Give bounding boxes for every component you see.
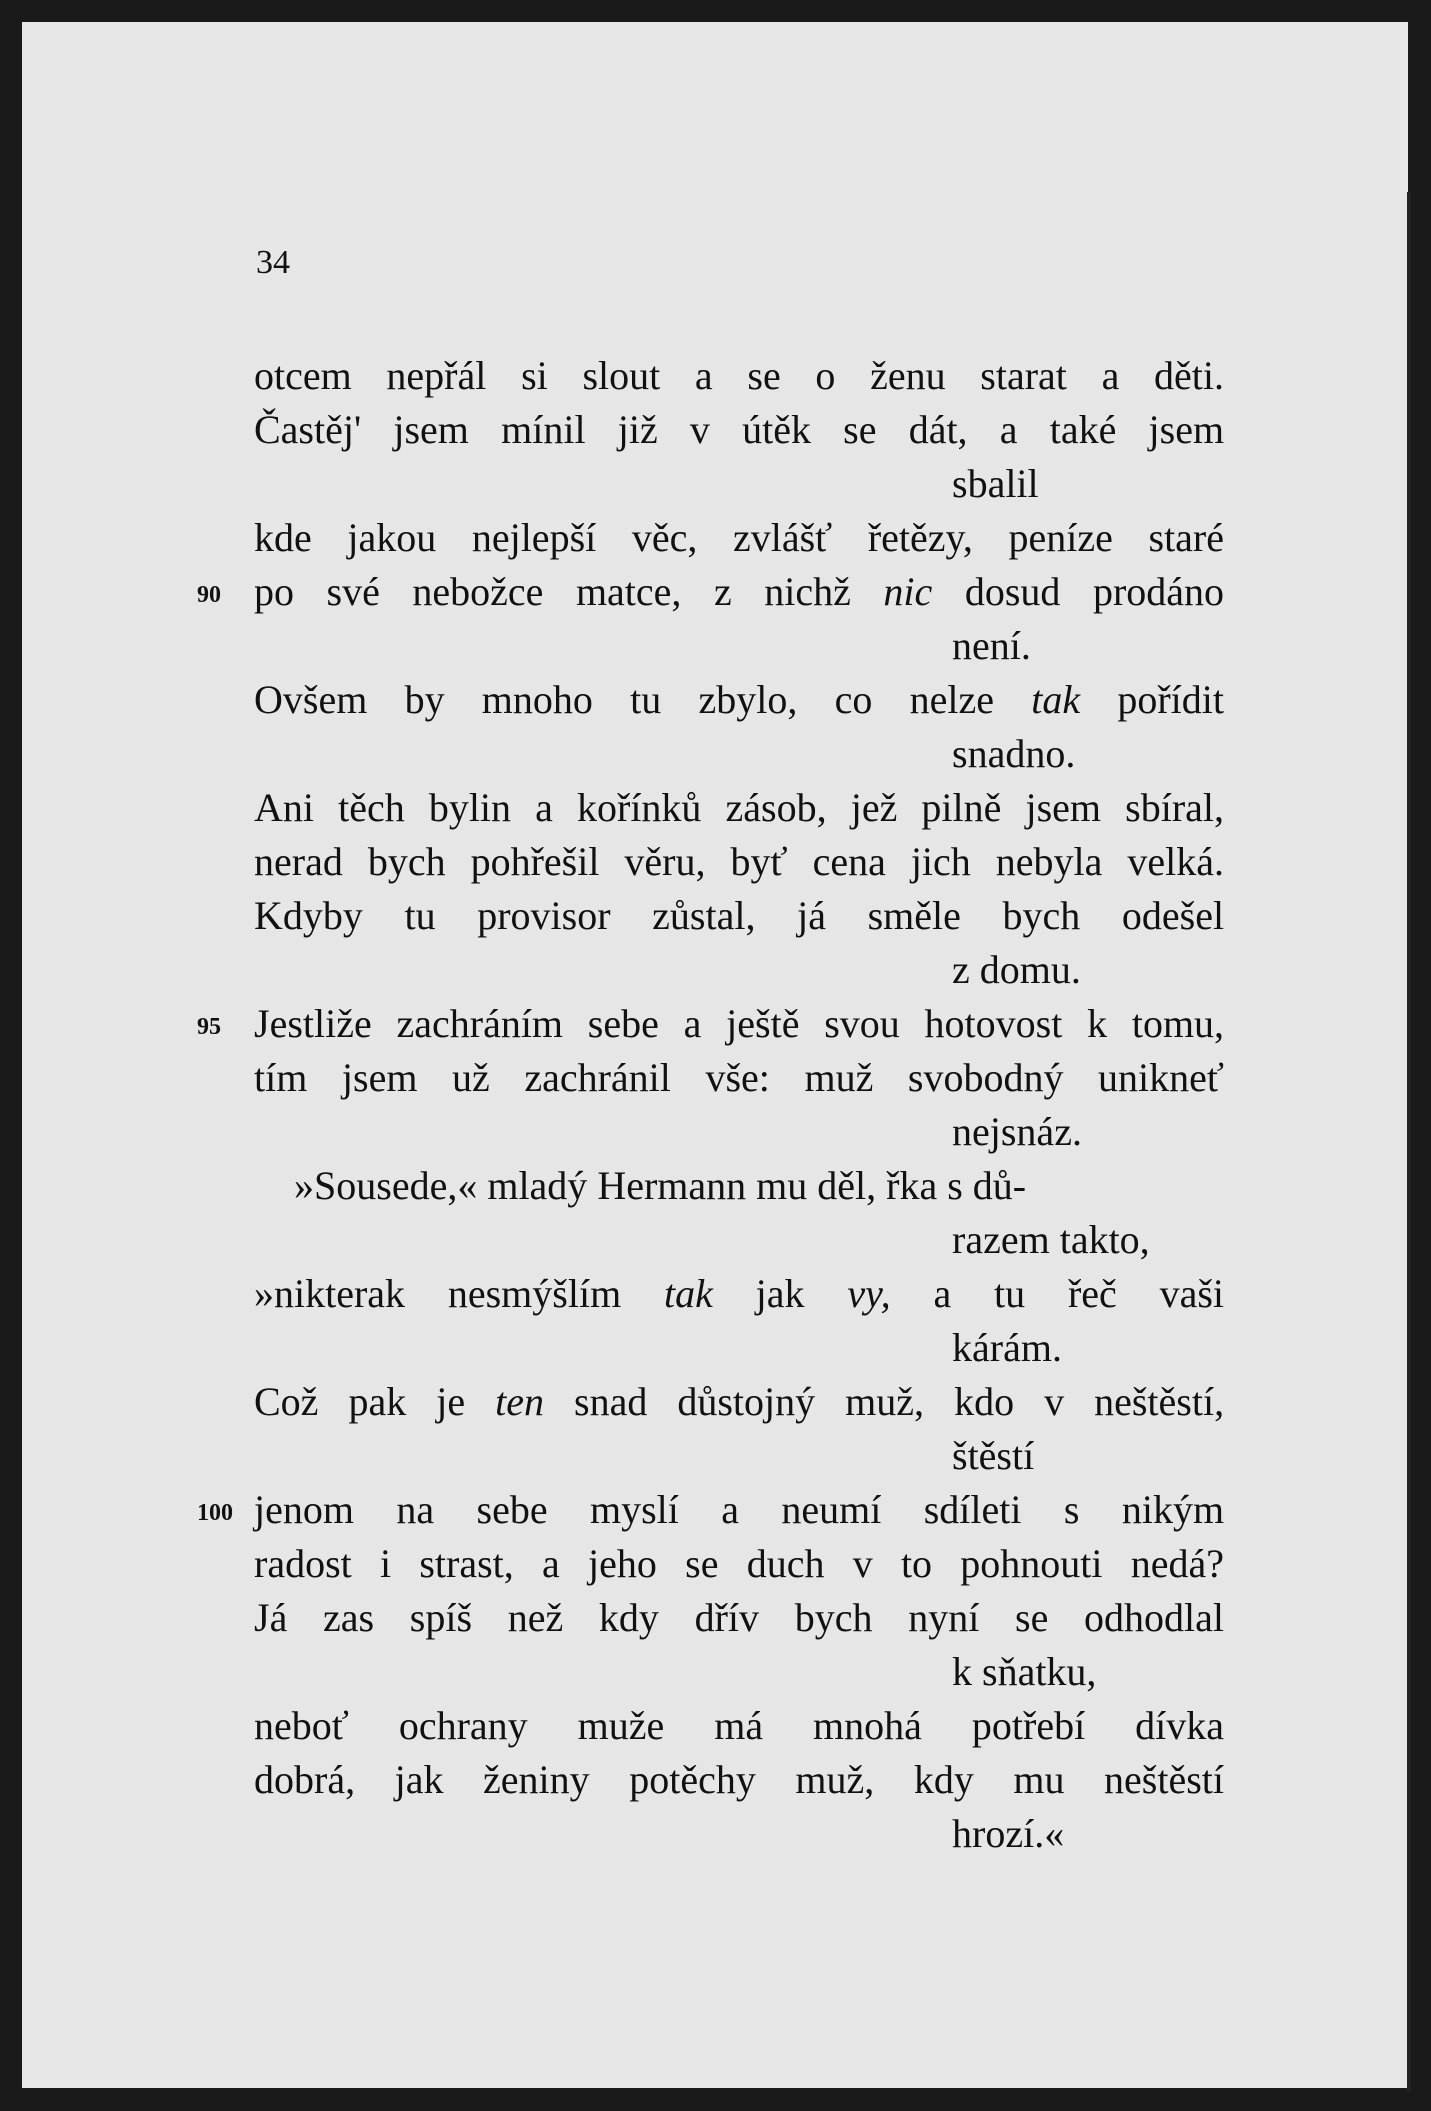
- text-line: [22, 1702, 1408, 1756]
- line-number: 100: [197, 1500, 233, 1526]
- line-text: Častěj' jsem mínil již v útěk se dát, a také jsem: [254, 407, 1225, 452]
- text-line: [22, 1648, 1408, 1702]
- text-line: [22, 460, 1408, 514]
- line-text: nejsnáz.: [952, 1109, 1082, 1154]
- text-line: [22, 1270, 1408, 1324]
- text-line: [22, 622, 1408, 676]
- line-text: radost i strast, a jeho se duch v to pohnouti nedá?: [254, 1541, 1225, 1586]
- line-text: kárám.: [952, 1325, 1062, 1370]
- text-line: [22, 1594, 1408, 1648]
- line-text: Já zas spíš než kdy dřív bych nyní se odhodlal: [254, 1595, 1224, 1640]
- line-text: Ovšem by mnoho tu zbylo, co nelze tak pořídit: [254, 677, 1225, 722]
- line-text: »nikterak nesmýšlím tak jak vy, a tu řeč vaši: [254, 1271, 1224, 1316]
- text-line: [22, 892, 1408, 946]
- line-text: dobrá, jak ženiny potěchy muž, kdy mu neštěstí: [254, 1757, 1225, 1802]
- line-text: k sňatku,: [952, 1649, 1097, 1694]
- text-line: [22, 352, 1408, 406]
- text-line: [22, 1756, 1408, 1810]
- text-line: [22, 1540, 1408, 1594]
- text-line: [22, 1324, 1408, 1378]
- text-line: [22, 676, 1408, 730]
- line-text: kde jakou nejlepší věc, zvlášť řetězy, peníze staré: [254, 515, 1225, 560]
- line-number: 95: [197, 1014, 221, 1040]
- text-line: [22, 1000, 1408, 1054]
- line-text: »Sousede,« mladý Hermann mu děl, řka s dů-: [294, 1163, 1027, 1208]
- line-text: nerad bych pohřešil věru, byť cena jich nebyla velká.: [254, 839, 1225, 884]
- line-text: po své nebožce matce, z nichž nic dosud prodáno: [254, 569, 1225, 614]
- line-text: Což pak je ten snad důstojný muž, kdo v neštěstí,: [254, 1379, 1225, 1424]
- text-line: [22, 1810, 1408, 1864]
- text-line: [22, 1378, 1408, 1432]
- line-text: štěstí: [952, 1433, 1035, 1478]
- line-text: hrozí.«: [952, 1811, 1065, 1856]
- text-line: [22, 730, 1408, 784]
- line-text: otcem nepřál si slout a se o ženu starat a děti.: [254, 353, 1225, 398]
- line-text: neboť ochrany muže má mnohá potřebí dívka: [254, 1703, 1225, 1748]
- line-text: z domu.: [952, 947, 1081, 992]
- line-number: 90: [197, 582, 221, 608]
- text-line: [22, 1054, 1408, 1108]
- text-line: [22, 1216, 1408, 1270]
- line-text: jenom na sebe myslí a neumí sdíleti s nikým: [254, 1487, 1225, 1532]
- line-text: sbalil: [952, 461, 1039, 506]
- text-line: [22, 514, 1408, 568]
- text-line: [22, 1486, 1408, 1540]
- line-text: Kdyby tu provisor zůstal, já směle bych odešel: [254, 893, 1225, 938]
- text-line: [22, 1432, 1408, 1486]
- page-number: 34: [256, 244, 290, 281]
- line-text: razem takto,: [952, 1217, 1150, 1262]
- line-text: tím jsem už zachránil vše: muž svobodný unikneť: [254, 1055, 1225, 1100]
- text-line: [22, 1162, 1408, 1216]
- line-text: není.: [952, 623, 1031, 668]
- text-line: [22, 946, 1408, 1000]
- text-line: [22, 838, 1408, 892]
- text-line: [22, 568, 1408, 622]
- line-text: Ani těch bylin a kořínků zásob, jež pilně jsem sbíral,: [254, 785, 1225, 830]
- text-line: [22, 406, 1408, 460]
- line-text: snadno.: [952, 731, 1076, 776]
- page-edge: [1407, 192, 1411, 2092]
- text-line: [22, 1108, 1408, 1162]
- line-text: Jestliže zachráním sebe a ještě svou hotovost k tomu,: [254, 1001, 1225, 1046]
- text-line: [22, 784, 1408, 838]
- book-page: [22, 22, 1408, 2088]
